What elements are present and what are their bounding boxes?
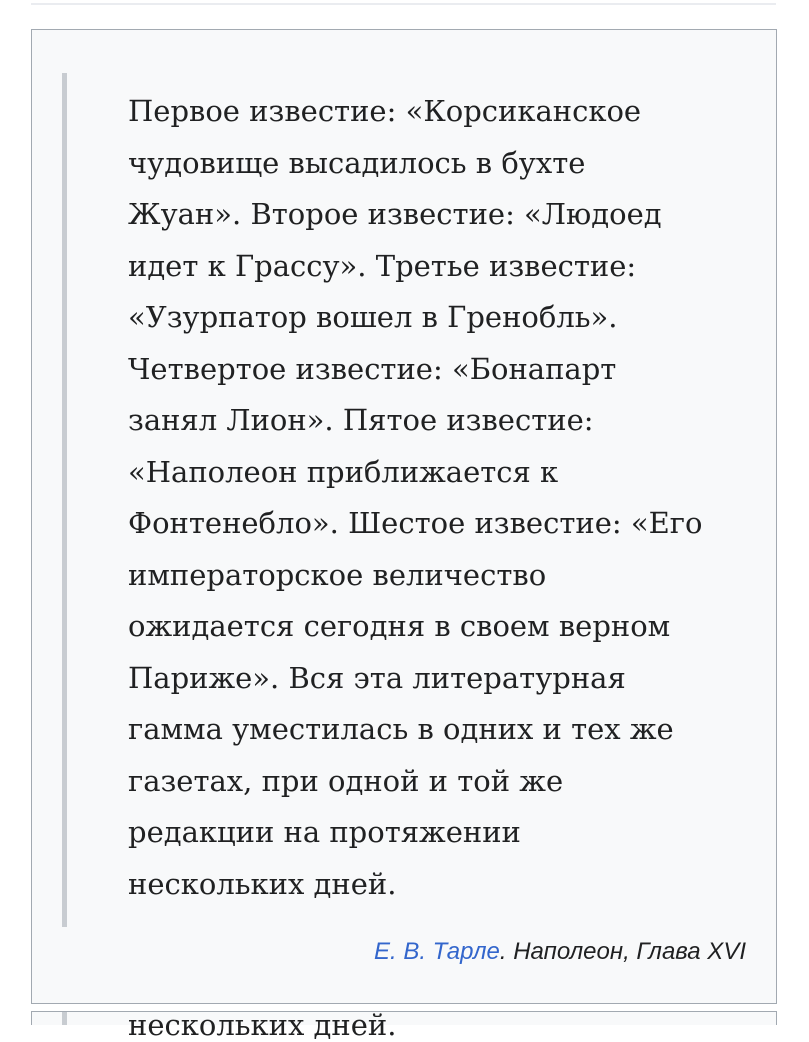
quote-line: редакции на протяжении <box>128 815 521 849</box>
quote-line: нескольких дней. <box>128 866 397 901</box>
clipped-quote-line: нескольких дней. <box>128 1008 397 1042</box>
quote-line: занял Лион». Пятое известие: <box>128 403 594 437</box>
quote-line: Париже». Вся эта литературная <box>128 660 626 695</box>
partial-quote-box <box>31 1008 777 1042</box>
quote-line: чудовище высадилось в бухте <box>128 145 586 180</box>
citation-work: . Наполеон, Глава XVI <box>499 938 746 965</box>
quote-line: Фонтенебло». Шестое известие: «Его <box>128 506 703 540</box>
author-link[interactable]: Е. В. Тарле <box>373 938 500 965</box>
citation <box>32 936 776 968</box>
quote-line: императорское величество <box>128 557 547 592</box>
quote-line: «Узурпатор вошел в Гренобль». <box>128 300 618 334</box>
horizontal-rule <box>31 3 776 5</box>
quote-line: газетах, при одной и той же <box>128 763 564 798</box>
quote-line: ожидается сегодня в своем верном <box>128 609 671 643</box>
quote-line: Жуан». Второе известие: «Людоед <box>128 197 662 231</box>
quote-line: «Наполеон приближается к <box>128 454 559 489</box>
partial-blockquote-bar <box>62 1012 67 1025</box>
blockquote <box>62 73 756 927</box>
quote-line: Четвертое известие: «Бонапарт <box>128 351 617 386</box>
quote-line: идет к Грассу». Третье известие: <box>128 248 637 283</box>
quote-box <box>31 29 777 1004</box>
quote-line: гамма уместилась в одних и тех же <box>128 712 674 746</box>
quote-line: Первое известие: «Корсиканское <box>128 94 642 128</box>
